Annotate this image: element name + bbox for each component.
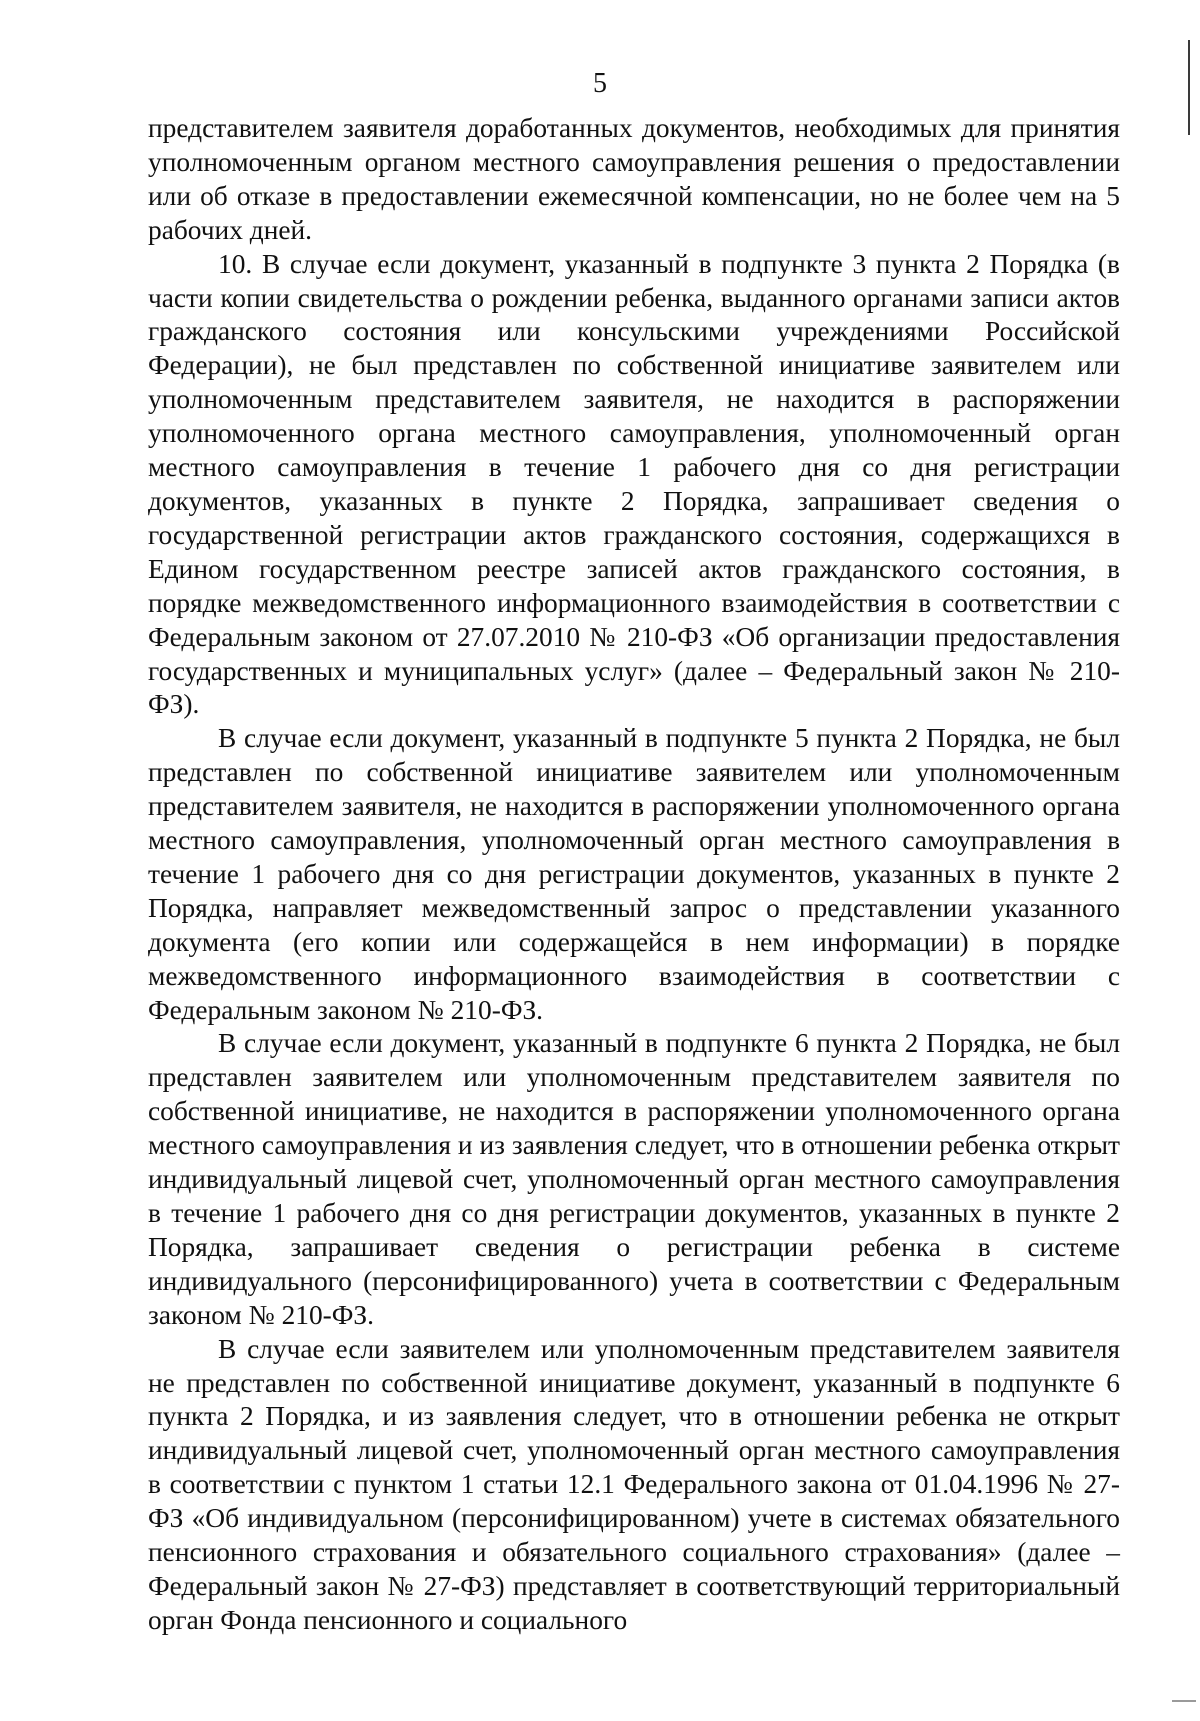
document-body xyxy=(148,112,1120,1638)
paragraph-subitem-6-registered: В случае если документ, указанный в подпункте 6 пункта 2 Порядка, не был представлен заявителем или уполномоченным представителем заявителя по собственной инициативе, не находится в распоряжении уполномоченного органа местного самоуправления и из заявления следует, что в отношении ребенка открыт индивидуальный лицевой счет, уполномоченный орган местного самоуправления в течение 1 рабочего дня со дня регистрации документов, указанных в пункте 2 Порядка, запрашивает сведения о регистрации ребенка в системе индивидуального (персонифицированного) учета в соответствии с Федеральным законом № 210-ФЗ. xyxy=(148,1028,1120,1330)
scan-corner-mark xyxy=(1172,1700,1196,1702)
paragraph-continuation: представителем заявителя доработанных документов, необходимых для принятия уполномоченным органом местного самоуправления решения о предоставлении или об отказе в предоставлении ежемесячной компенсации, но не более чем на 5 рабочих дней. xyxy=(148,113,1120,245)
paragraph-item-10: 10. В случае если документ, указанный в подпункте 3 пункта 2 Порядка (в части копии свидетельства о рождении ребенка, выданного органами записи актов гражданского состояния или консульскими учреждениями Российской Федерации), не был представлен по собственной инициативе заявителем или уполномоченным представителем заявителя, не находится в распоряжении уполномоченного органа местного самоуправления, уполномоченный орган местного самоуправления в течение 1 рабочего дня со дня регистрации документов, указанных в пункте 2 Порядка, запрашивает сведения о государственной регистрации актов гражданского состояния, содержащихся в Едином государственном реестре записей актов гражданского состояния, в порядке межведомственного информационного взаимодействия в соответствии с Федеральным законом от 27.07.2010 № 210-ФЗ «Об организации предоставления государственных и муниципальных услуг» (далее – Федеральный закон № 210-ФЗ). xyxy=(148,248,1120,720)
paragraph-subitem-6-not-registered: В случае если заявителем или уполномоченным представителем заявителя не представлен по собственной инициативе документ, указанный в подпункте 6 пункта 2 Порядка, и из заявления следует, что в отношении ребенка не открыт индивидуальный лицевой счет, уполномоченный орган местного самоуправления в соответствии с пунктом 1 статьи 12.1 Федерального закона от 01.04.1996 № 27-ФЗ «Об индивидуальном (персонифицированном) учете в системах обязательного пенсионного страхования и обязательного социального страхования» (далее – Федеральный закон № 27-ФЗ) представляет в соответствующий территориальный орган Фонда пенсионного и социального xyxy=(148,1333,1120,1635)
paragraph-subitem-5: В случае если документ, указанный в подпункте 5 пункта 2 Порядка, не был представлен по собственной инициативе заявителем или уполномоченным представителем заявителя, не находится в распоряжении уполномоченного органа местного самоуправления, уполномоченный орган местного самоуправления в течение 1 рабочего дня со дня регистрации документов, указанных в пункте 2 Порядка, направляет межведомственный запрос о представлении указанного документа (его копии или содержащейся в нем информации) в порядке межведомственного информационного взаимодействия в соответствии с Федеральным законом № 210-ФЗ. xyxy=(148,723,1120,1025)
page-number: 5 xyxy=(593,68,607,99)
